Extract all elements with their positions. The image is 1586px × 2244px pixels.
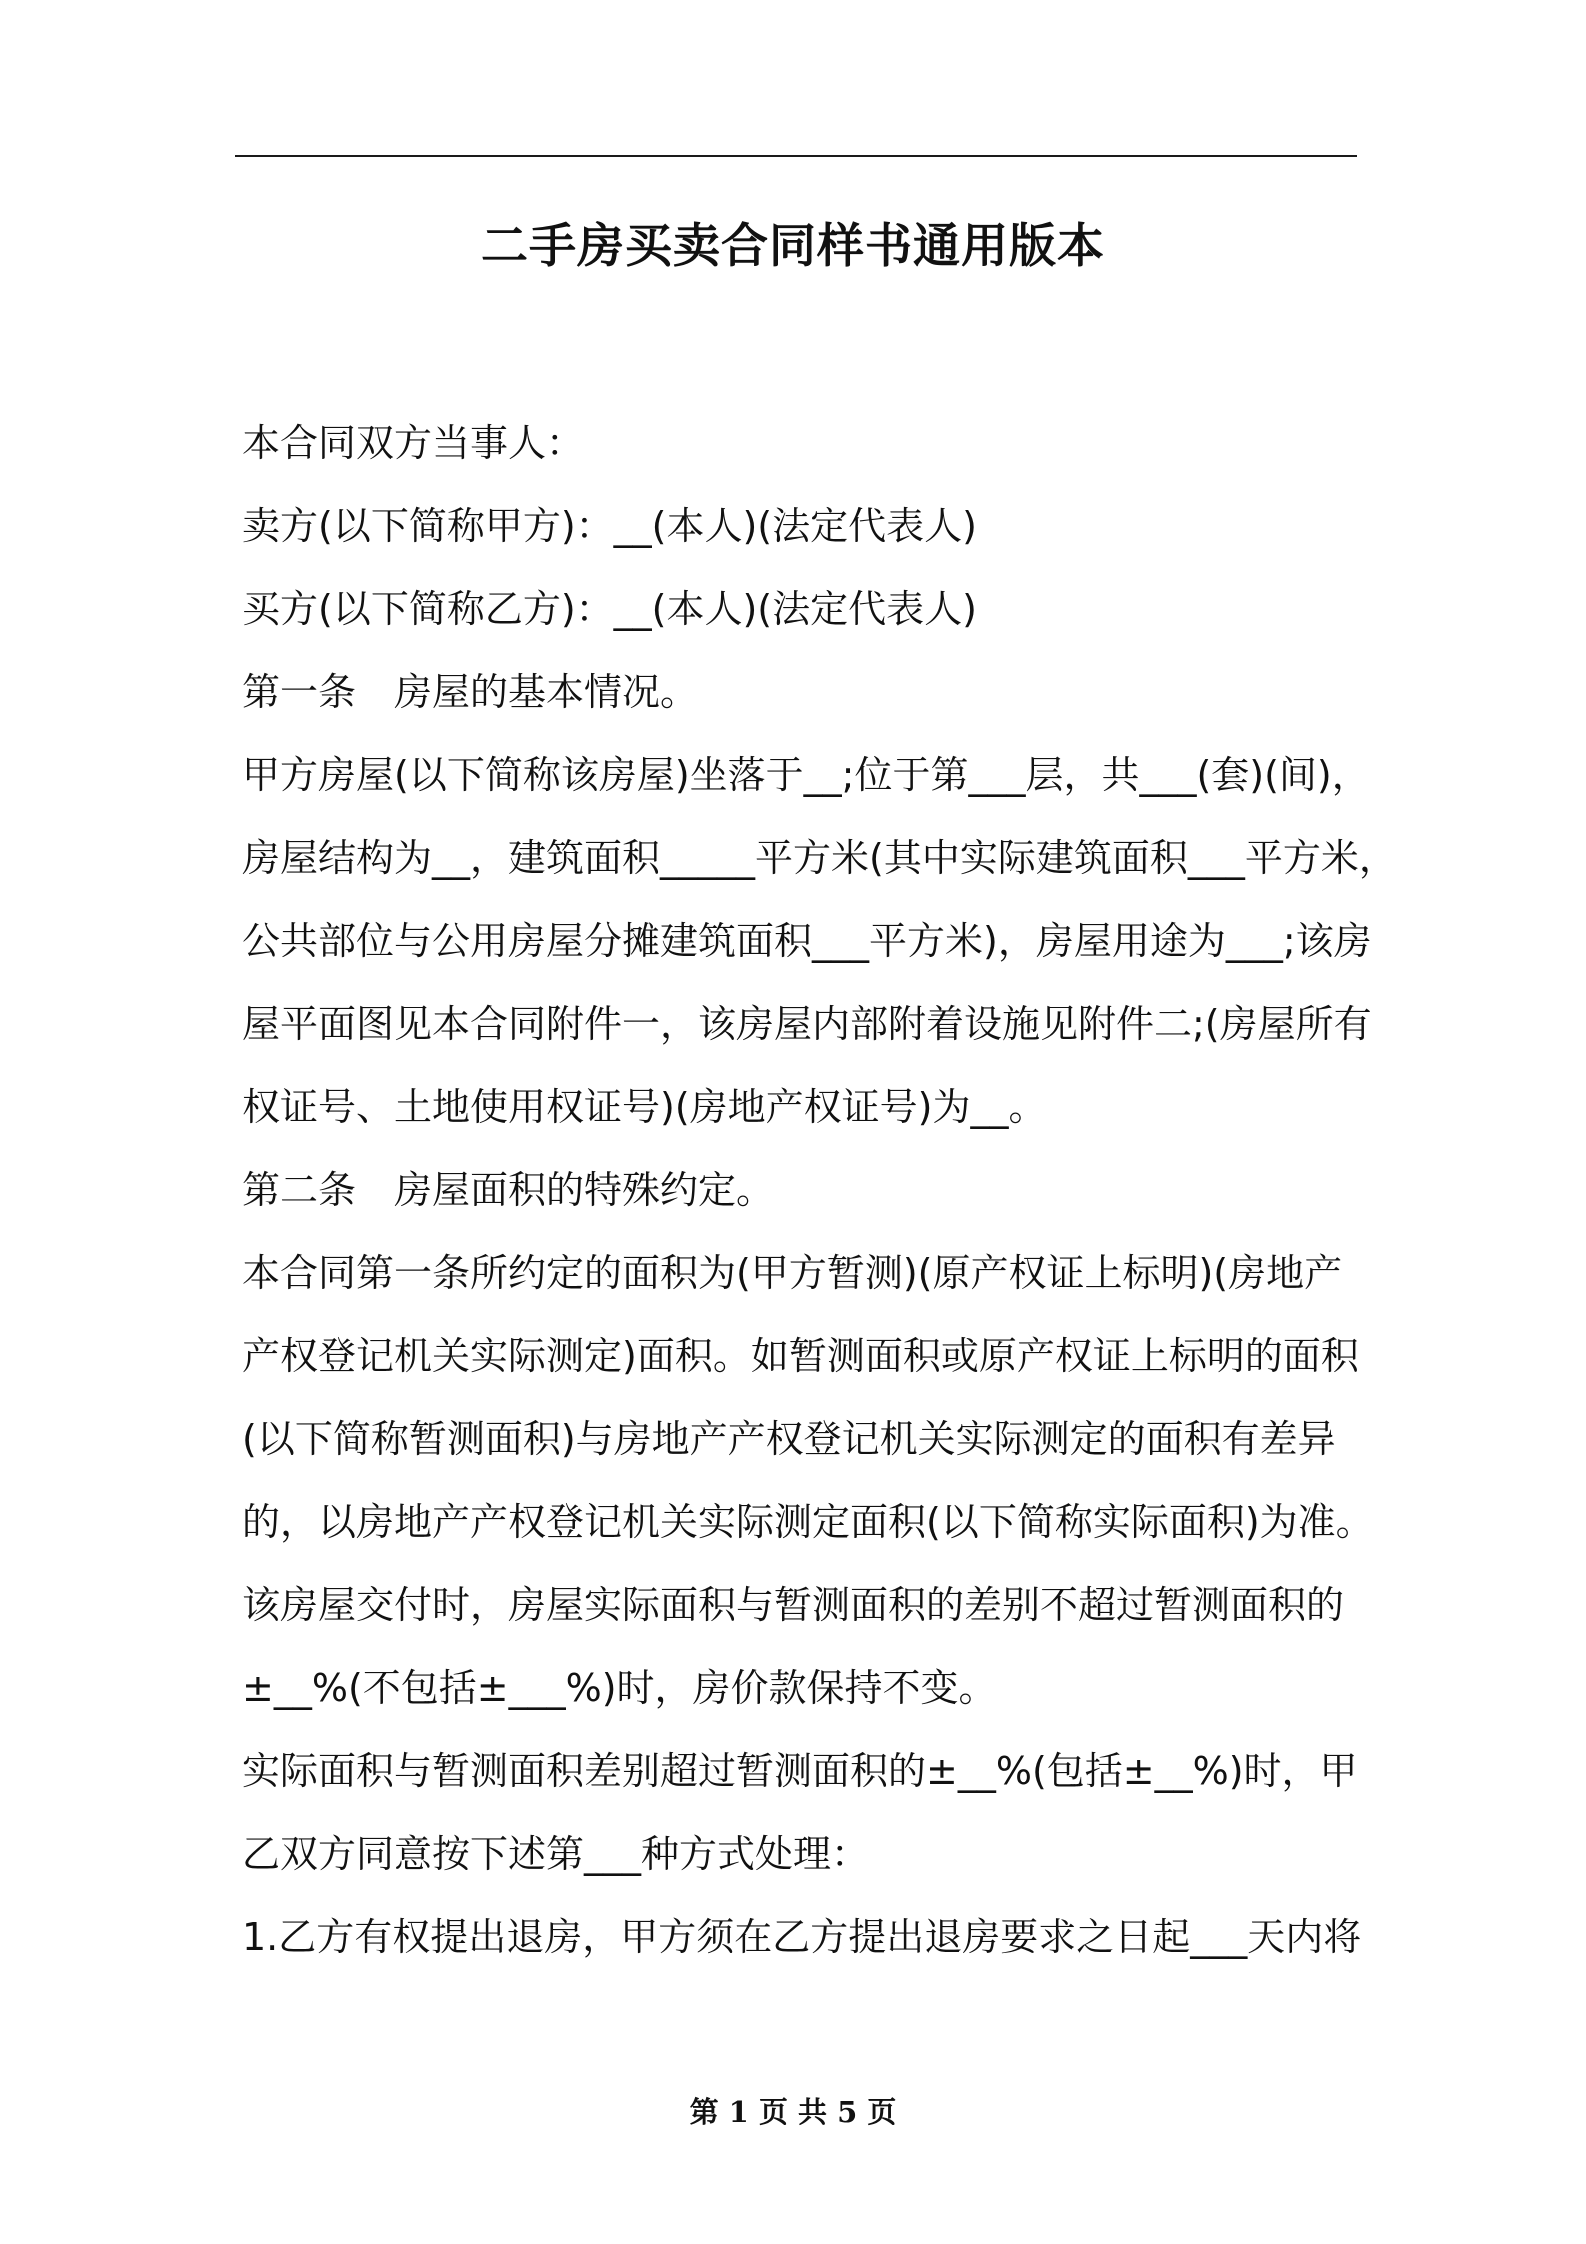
- text-line: 权证号、土地使用权证号)(房地产权证号)为__。: [242, 1085, 1047, 1129]
- article-heading: 第一条 房屋的基本情况。: [242, 670, 699, 714]
- text-line: 甲方房屋(以下简称该房屋)坐落于__;位于第___层，共___(套)(间)，: [242, 753, 1370, 797]
- text-line: 的，以房地产产权登记机关实际测定面积(以下简称实际面积)为准。: [242, 1500, 1374, 1544]
- document-body: [242, 402, 1397, 1979]
- text-line: 乙双方同意按下述第___种方式处理：: [242, 1832, 870, 1876]
- text-line: 本合同双方当事人：: [242, 421, 585, 465]
- text-line: 实际面积与暂测面积差别超过暂测面积的±__%(包括±__%)时，甲: [242, 1749, 1358, 1793]
- text-line: (以下简称暂测面积)与房地产产权登记机关实际测定的面积有差异: [242, 1417, 1336, 1461]
- text-line: 1.乙方有权提出退房，甲方须在乙方提出退房要求之日起___天内将: [242, 1915, 1362, 1959]
- document-title: 二手房买卖合同样书通用版本: [481, 219, 1105, 274]
- text-line: 该房屋交付时，房屋实际面积与暂测面积的差别不超过暂测面积的: [242, 1583, 1345, 1627]
- header-rule: [235, 155, 1357, 157]
- page-number-footer: 第 1 页 共 5 页: [689, 2095, 897, 2129]
- text-line: 公共部位与公用房屋分摊建筑面积___平方米)，房屋用途为___;该房: [242, 919, 1372, 963]
- text-line: ±__%(不包括±___%)时，房价款保持不变。: [242, 1666, 997, 1710]
- text-line: 屋平面图见本合同附件一，该房屋内部附着设施见附件二;(房屋所有: [242, 1002, 1372, 1046]
- text-line: 产权登记机关实际测定)面积。如暂测面积或原产权证上标明的面积: [242, 1334, 1359, 1378]
- text-line: 买方(以下简称乙方)：__(本人)(法定代表人): [242, 587, 977, 631]
- text-line: 本合同第一条所约定的面积为(甲方暂测)(原产权证上标明)(房地产: [242, 1251, 1343, 1295]
- text-line: 卖方(以下简称甲方)：__(本人)(法定代表人): [242, 504, 977, 548]
- article-heading: 第二条 房屋面积的特殊约定。: [242, 1168, 775, 1212]
- text-line: 房屋结构为__，建筑面积_____平方米(其中实际建筑面积___平方米，: [242, 836, 1397, 880]
